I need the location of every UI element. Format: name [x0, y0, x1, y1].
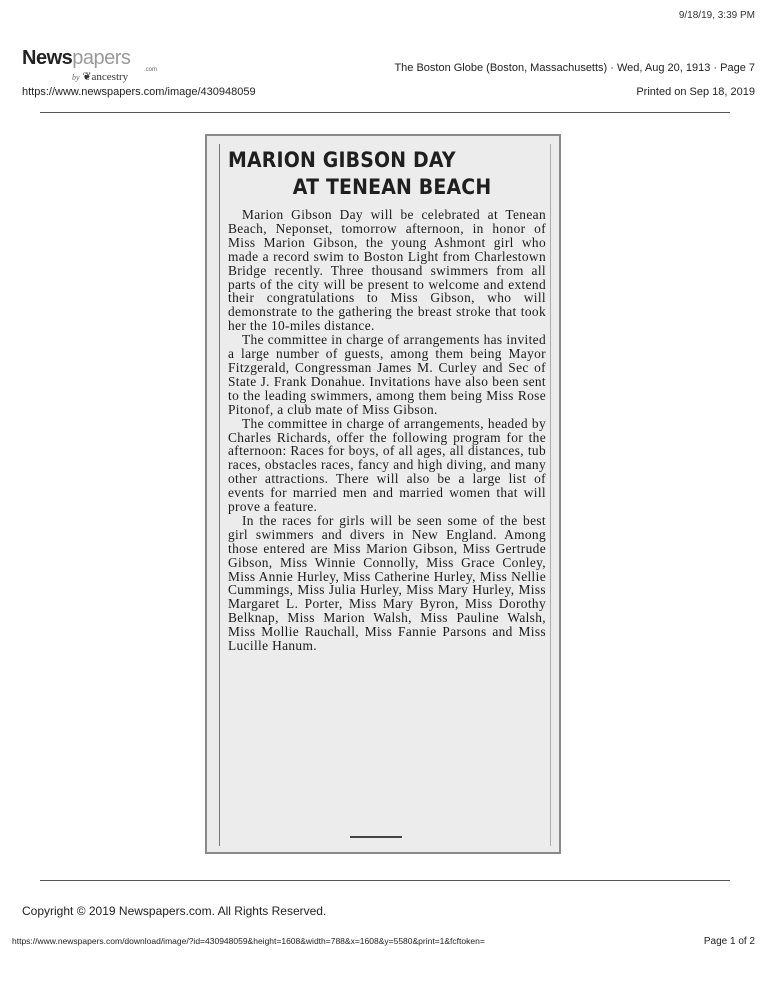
clipping-column	[219, 144, 551, 846]
source-url[interactable]: https://www.newspapers.com/image/430948059	[22, 86, 256, 98]
logo-wordmark	[22, 48, 130, 68]
headline-line-1: MARION GIBSON DAY	[228, 148, 456, 172]
article-paragraph: In the races for girls will be seen some of the best girl swimmers and divers in New England. Among those entered are Miss Marion Gibson, Miss Gertrude Gibson, Miss Winnie Connolly, Miss Grace Conley, Miss Annie Hurley, Miss Catherine Hurley, Miss Nellie Cummings, Miss Julia Hurley, Miss Mary Hurley, Miss Margaret L. Porter, Miss Mary Byron, Miss Dorothy Belknap, Miss Marion Walsh, Miss Pauline Walsh, Miss Mollie Rauchall, Miss Fannie Parsons and Miss Lucille Hanum.	[228, 512, 546, 654]
logo-byline	[72, 70, 130, 83]
article-body	[228, 208, 546, 653]
headline-line-2: AT TENEAN BEACH	[292, 175, 492, 199]
copyright-notice: Copyright © 2019 Newspapers.com. All Rights Reserved.	[22, 904, 327, 918]
article-end-rule	[350, 836, 402, 838]
top-divider	[40, 112, 730, 113]
print-timestamp: 9/18/19, 3:39 PM	[678, 10, 755, 21]
article-paragraph: The committee in charge of arrangements, headed by Charles Richards, offer the following program for the afternoon: Races for boys, of all ages, all distances, tub races, obstacles races, fancy and high diving, and many other attractions. There will also be a large list of events for married men and married women that will prove a feature.	[228, 415, 546, 515]
printed-on: Printed on Sep 18, 2019	[636, 86, 755, 98]
logo-word-main: News	[22, 47, 73, 69]
citation: The Boston Globe (Boston, Massachusetts) · Wed, Aug 20, 1913 · Page 7	[394, 62, 755, 74]
logo-ancestry: ancestry	[91, 71, 129, 83]
newspaper-clipping	[205, 134, 561, 854]
article-paragraph: The committee in charge of arrangements has invited a large number of guests, among them being Mayor Fitzgerald, Congressman James M. Curley and Sec of State J. Frank Donahue. Invitations have also been sent to the leading swimmers, among them being Miss Rose Pitonof, a club mate of Miss Gibson.	[228, 332, 546, 417]
newspapers-logo[interactable]	[22, 47, 158, 83]
logo-word-accent: papers	[72, 47, 131, 69]
ancestry-leaf-icon: ❦	[82, 71, 92, 83]
logo-by: by	[72, 73, 80, 82]
bottom-divider	[40, 880, 730, 881]
page-indicator: Page 1 of 2	[703, 936, 755, 947]
logo-dotcom: .com	[144, 67, 158, 73]
article-paragraph: Marion Gibson Day will be celebrated at Tenean Beach, Neponset, tomorrow afternoon, in honor of Miss Marion Gibson, the young Ashmont girl who made a record swim to Boston Light from Charlestown Bridge recently. Three thousand swimmers from all parts of the city will be present to welcome and extend their congratulations to Miss Gibson, who will demonstrate to the gathering the breast stroke that took her the 10-miles distance.	[228, 207, 546, 334]
download-url[interactable]: https://www.newspapers.com/download/image/?id=430948059&height=1608&width=788&x=1608&y=5580&print=1&fcftoken=	[12, 936, 485, 946]
